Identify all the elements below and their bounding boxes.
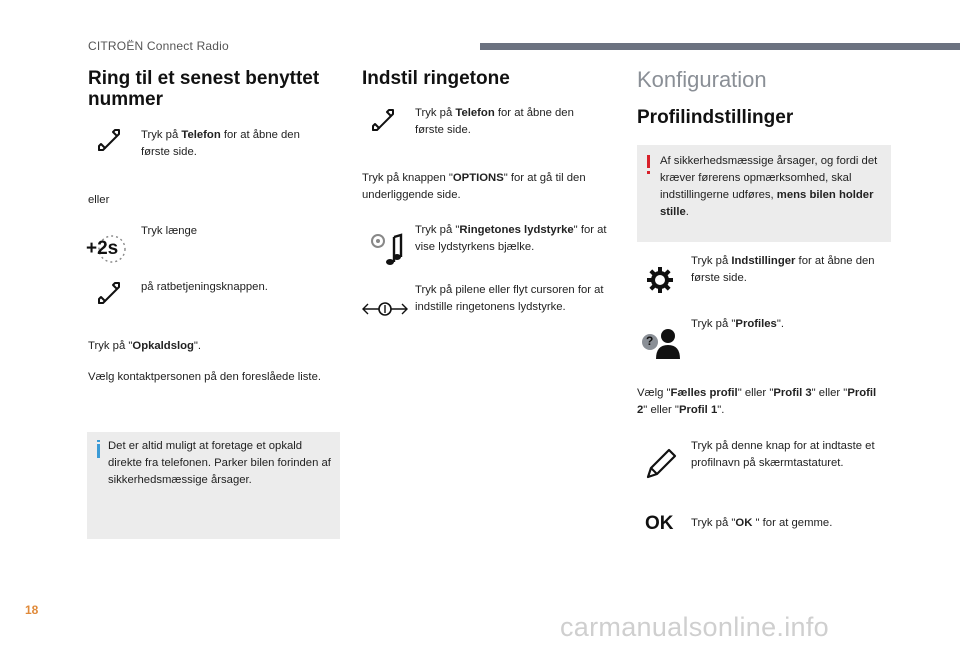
col1-step2: Tryk længe [141, 225, 198, 237]
col3-step4: Tryk på denne knap for at indtaste et profilnavn på skærmtastaturet. [691, 440, 875, 469]
warning-note [637, 145, 891, 242]
col3-step3: Vælg "Fælles profil" eller "Profil 3" eller "Profil 2" eller "Profil 1". [637, 387, 877, 416]
heading-profile-settings: Profilindstillinger [637, 107, 794, 128]
col2-step1: Tryk på Telefon for at åbne den første side. [415, 107, 574, 136]
col3-step5: Tryk på "OK " for at gemme. [691, 517, 833, 529]
warning-note-text: Af sikkerhedsmæssige årsager, og fordi det kræver førerens opmærksomhed, skal indstillingerne udføres, mens bilen holder stille. [660, 155, 878, 218]
col1-step5: Vælg kontaktpersonen på den foreslåede liste. [88, 371, 321, 383]
col2-step4: Tryk på pilene eller flyt cursoren for at indstille ringetonens lydstyrke. [415, 284, 604, 313]
hold-2s-icon: +2s [84, 234, 128, 264]
col1-step3: på ratbetjeningsknappen. [141, 281, 268, 293]
gear-icon [646, 266, 674, 294]
or-text: eller [88, 194, 110, 206]
page-number: 18 [25, 603, 39, 617]
profile-icon: ? [642, 326, 682, 360]
info-note [87, 432, 340, 539]
warning-icon [647, 155, 650, 168]
info-icon [97, 444, 100, 458]
pencil-icon [645, 448, 677, 480]
info-note-text: Det er altid muligt at foretage et opkald direkte fra telefonen. Parker bilen forinden af sikkerhedsmæssige årsager. [108, 440, 331, 486]
col2-step2: Tryk på knappen "OPTIONS" for at gå til den underliggende side. [362, 172, 586, 201]
phone-icon [370, 107, 398, 133]
col1-step1: Tryk på Telefon for at åbne den første side. [141, 129, 300, 158]
heading-ringtone: Indstil ringetone [362, 68, 510, 89]
header-bar [480, 43, 960, 50]
phone-icon [96, 280, 124, 306]
header-title: CITROËN Connect Radio [88, 39, 229, 53]
ringtone-settings-icon [368, 229, 404, 267]
col3-step1: Tryk på Indstillinger for at åbne den første side. [691, 255, 875, 284]
watermark: carmanualsonline.info [560, 612, 829, 642]
phone-icon [96, 127, 124, 153]
section-title: Konfiguration [637, 67, 767, 92]
col1-step4: Tryk på "Opkaldslog". [88, 340, 202, 352]
col3-step2: Tryk på "Profiles". [691, 318, 784, 330]
col2-step3: Tryk på "Ringetones lydstyrke" for at vise lydstyrkens bjælke. [415, 224, 607, 253]
heading-recent-call: Ring til et senest benyttet nummer [88, 68, 320, 110]
volume-slider-icon [362, 299, 408, 319]
ok-icon: OK [645, 513, 674, 534]
